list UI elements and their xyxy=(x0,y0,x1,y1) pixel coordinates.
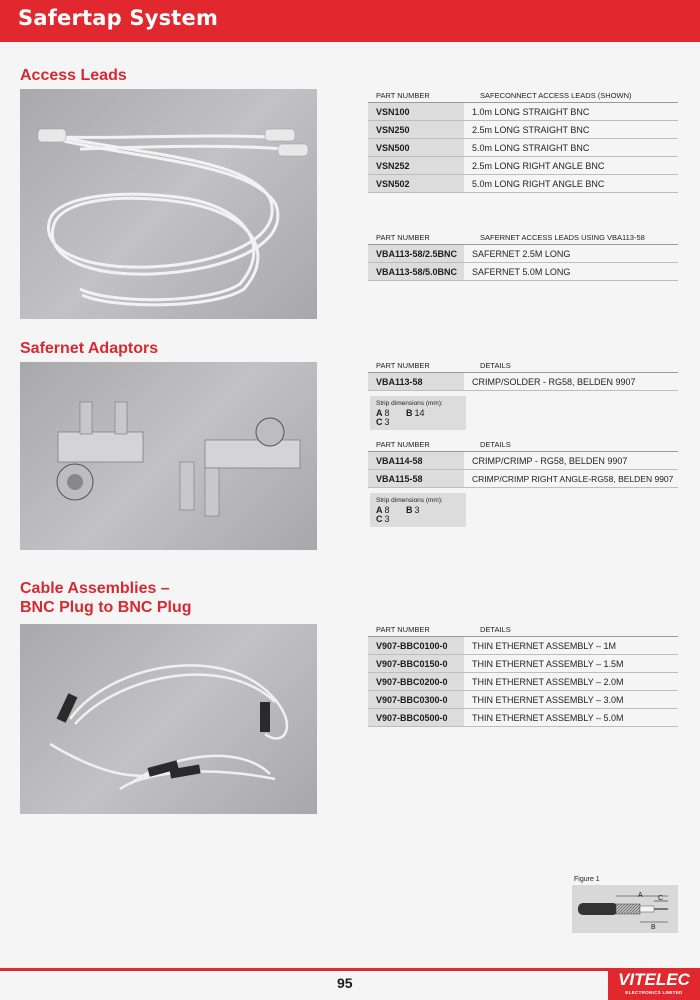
dim-c-label: C xyxy=(376,417,383,427)
table-row xyxy=(368,452,678,470)
description-cell: THIN ETHERNET ASSEMBLY – 1.5M xyxy=(472,658,624,669)
column-header-description: SAFERNET ACCESS LEADS USING VBA113-58 xyxy=(480,233,645,242)
bnc-cable-illustration xyxy=(20,624,317,814)
column-header-part-number: PART NUMBER xyxy=(376,625,430,634)
part-number-cell: VSN252 xyxy=(368,157,464,174)
safernet-adaptors-photo xyxy=(20,362,317,550)
footer-rule xyxy=(0,968,700,971)
page-title: Safertap System xyxy=(18,6,219,30)
part-number-cell: V907-BBC0300-0 xyxy=(368,691,464,708)
dim-b-value: 14 xyxy=(414,408,425,418)
vitelec-logo xyxy=(608,970,700,1000)
table-row xyxy=(368,175,678,193)
dim-b-label: B xyxy=(406,505,413,515)
description-cell: SAFERNET 5.0M LONG xyxy=(472,266,571,277)
safeconnect-access-leads-table xyxy=(368,86,678,193)
logo-subtitle: ELECTRONICS LIMITED xyxy=(625,990,683,995)
table-row xyxy=(368,103,678,121)
page-number: 95 xyxy=(337,975,353,991)
description-cell: 2.5m LONG RIGHT ANGLE BNC xyxy=(472,160,605,171)
part-number-cell: VSN250 xyxy=(368,121,464,138)
figure-strip-diagram xyxy=(572,885,678,933)
part-number-cell: VBA113-58/2.5BNC xyxy=(368,245,464,262)
part-number-cell: V907-BBC0200-0 xyxy=(368,673,464,690)
part-number-cell: VSN500 xyxy=(368,139,464,156)
cable-assemblies-photo xyxy=(20,624,317,814)
column-header-details: DETAILS xyxy=(480,440,511,449)
part-number-cell: VBA113-58/5.0BNC xyxy=(368,263,464,280)
dim-a-label: A xyxy=(376,505,383,515)
strip-dimensions-label: Strip dimensions (mm): xyxy=(376,497,443,504)
adaptor-table-2 xyxy=(368,435,678,488)
column-header-part-number: PART NUMBER xyxy=(376,361,430,370)
section-title-line-1: Cable Assemblies – xyxy=(20,580,170,597)
table-row xyxy=(368,470,678,488)
description-cell: CRIMP/SOLDER - RG58, BELDEN 9907 xyxy=(472,376,636,387)
dim-c-value: 3 xyxy=(384,417,390,427)
cable-assemblies-table xyxy=(368,620,678,727)
part-number-cell: VBA113-58 xyxy=(368,373,464,390)
part-number-cell: V907-BBC0500-0 xyxy=(368,709,464,726)
strip-dimensions-label: Strip dimensions (mm): xyxy=(376,400,443,407)
table-row xyxy=(368,691,678,709)
description-cell: 1.0m LONG STRAIGHT BNC xyxy=(472,106,590,117)
dim-c-label: C xyxy=(376,514,383,524)
table-header xyxy=(368,228,678,245)
adaptor-illustration xyxy=(20,362,317,550)
access-leads-photo xyxy=(20,89,317,319)
strip-dimensions-box xyxy=(370,493,466,527)
section-title-line-2: BNC Plug to BNC Plug xyxy=(20,599,192,616)
table-row xyxy=(368,373,678,391)
section-title-cable-assemblies xyxy=(20,579,192,617)
column-header-part-number: PART NUMBER xyxy=(376,233,430,242)
table-header xyxy=(368,86,678,103)
table-header xyxy=(368,356,678,373)
section-title-safernet-adaptors: Safernet Adaptors xyxy=(20,340,159,357)
description-cell: THIN ETHERNET ASSEMBLY – 5.0M xyxy=(472,712,624,723)
part-number-cell: VBA114-58 xyxy=(368,452,464,469)
dim-a-label: A xyxy=(376,408,383,418)
table-row xyxy=(368,263,678,281)
figure-label: Figure 1 xyxy=(574,876,600,883)
column-header-part-number: PART NUMBER xyxy=(376,440,430,449)
access-lead-cable-illustration xyxy=(20,89,317,319)
description-cell: 5.0m LONG STRAIGHT BNC xyxy=(472,142,590,153)
logo-wordmark: VITELEC xyxy=(618,970,690,989)
table-row xyxy=(368,139,678,157)
safernet-access-leads-table xyxy=(368,228,678,281)
dim-b-label: B xyxy=(406,408,413,418)
column-header-details: DETAILS xyxy=(480,361,511,370)
table-header xyxy=(368,435,678,452)
table-header xyxy=(368,620,678,637)
dim-c-marker: C xyxy=(658,895,664,902)
dim-a-value: 8 xyxy=(384,408,390,418)
dim-a-value: 8 xyxy=(384,505,390,515)
table-row xyxy=(368,121,678,139)
table-row xyxy=(368,709,678,727)
description-cell: 5.0m LONG RIGHT ANGLE BNC xyxy=(472,178,605,189)
part-number-cell: VSN502 xyxy=(368,175,464,192)
cable-strip-diagram xyxy=(572,885,678,933)
description-cell: SAFERNET 2.5M LONG xyxy=(472,248,571,259)
section-title-access-leads: Access Leads xyxy=(20,67,127,84)
description-cell: THIN ETHERNET ASSEMBLY – 1M xyxy=(472,640,617,651)
table-row xyxy=(368,673,678,691)
table-row xyxy=(368,655,678,673)
part-number-cell: V907-BBC0150-0 xyxy=(368,655,464,672)
column-header-description: SAFECONNECT ACCESS LEADS (SHOWN) xyxy=(480,91,632,100)
description-cell: THIN ETHERNET ASSEMBLY – 3.0M xyxy=(472,694,624,705)
description-cell: 2.5m LONG STRAIGHT BNC xyxy=(472,124,590,135)
dim-b-value: 3 xyxy=(414,505,420,515)
table-row xyxy=(368,637,678,655)
part-number-cell: VSN100 xyxy=(368,103,464,120)
column-header-part-number: PART NUMBER xyxy=(376,91,430,100)
description-cell: THIN ETHERNET ASSEMBLY – 2.0M xyxy=(472,676,624,687)
column-header-details: DETAILS xyxy=(480,625,511,634)
dim-b-marker: B xyxy=(651,924,656,931)
table-row xyxy=(368,245,678,263)
description-cell: CRIMP/CRIMP RIGHT ANGLE-RG58, BELDEN 9907 xyxy=(472,473,674,484)
part-number-cell: VBA115-58 xyxy=(368,470,464,487)
dim-a-marker: A xyxy=(638,892,643,899)
description-cell: CRIMP/CRIMP - RG58, BELDEN 9907 xyxy=(472,455,628,466)
table-row xyxy=(368,157,678,175)
adaptor-table-1 xyxy=(368,356,678,391)
part-number-cell: V907-BBC0100-0 xyxy=(368,637,464,654)
dim-c-value: 3 xyxy=(384,514,390,524)
strip-dimensions-box xyxy=(370,396,466,430)
